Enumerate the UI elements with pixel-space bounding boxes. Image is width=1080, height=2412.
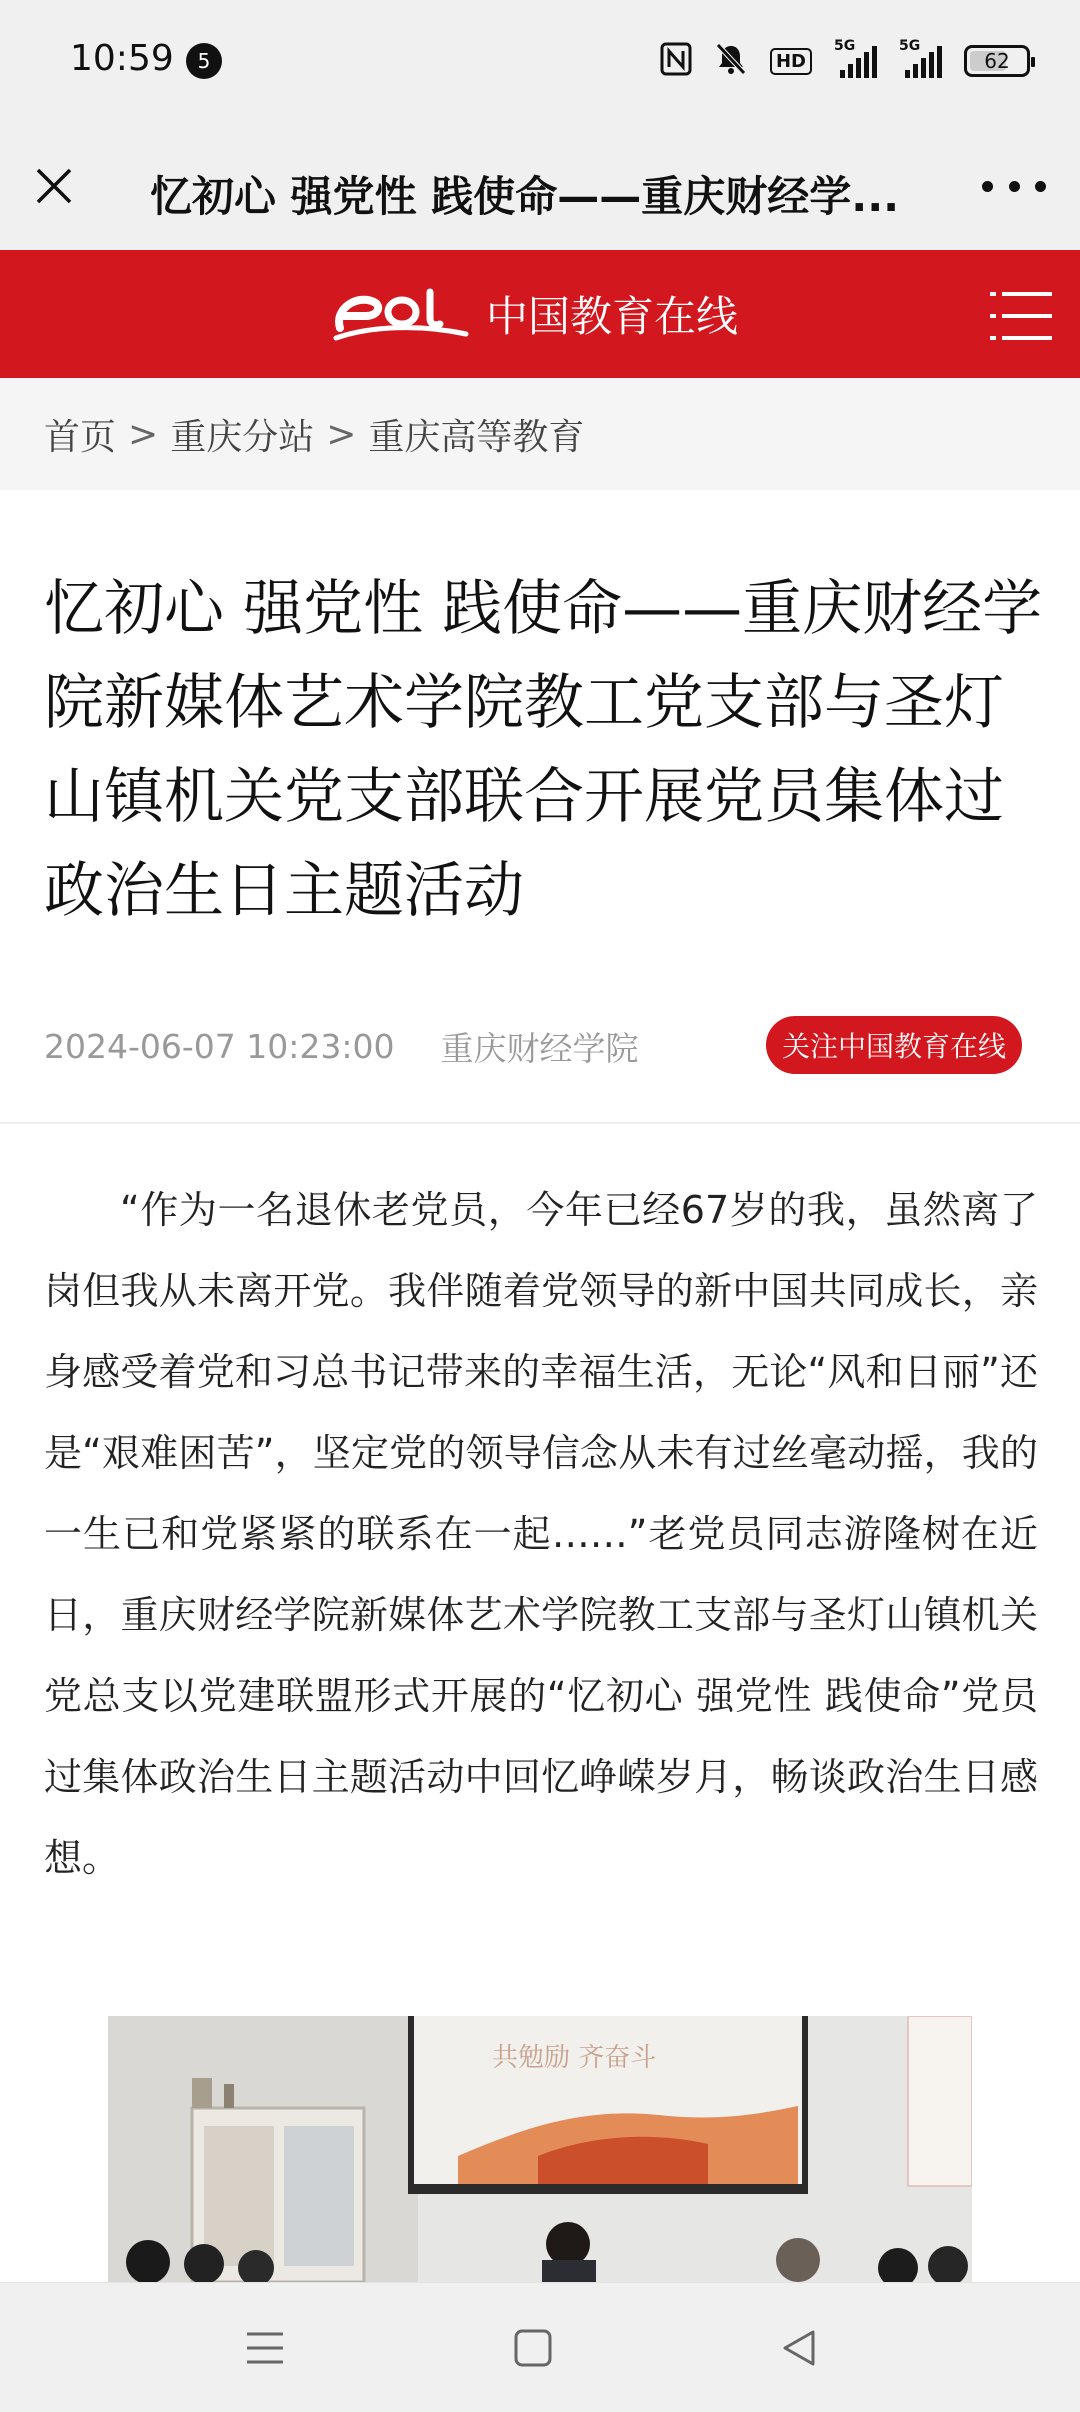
photo-screen-text: 共勉励 齐奋斗 [492, 2043, 657, 2073]
webview-title-bar [0, 124, 1080, 250]
article-photo [108, 2016, 972, 2282]
article-source: 重庆财经学院 [440, 1028, 639, 1068]
recents-button[interactable] [230, 2313, 300, 2383]
home-square-icon [513, 2328, 553, 2368]
breadcrumb-separator: > [128, 413, 159, 455]
signal-icon-sim2: 5G [899, 44, 942, 78]
more-options-button[interactable] [982, 164, 1046, 208]
follow-button[interactable]: 关注中国教育在线 [766, 1016, 1022, 1074]
page-title: 忆初心 强党性 践使命——重庆财经学... [150, 172, 900, 221]
menu-icon [990, 292, 1052, 296]
article-paragraph: “作为一名退休老党员，今年已经67岁的我，虽然离了岗但我从未离开党。我伴随着党领导的新中国共同成长，亲身感受着党和习总书记带来的幸福生活，无论“风和日丽”还是“艰难困苦”，坚定党的领导信念从未有过丝毫动摇，我的一生已和党紧紧的联系在一起……”老党员同志游隆树在近日，重庆财经学院新媒体艺术学院教工支部与圣灯山镇机关党总支以党建联盟形式开展的“忆初心 强党性 践使命”党员过集体政治生日主题活动中回忆峥嵘岁月，畅谈政治生日感想。 [44, 1188, 1038, 1880]
mute-bell-icon [714, 42, 748, 80]
site-logo[interactable] [330, 278, 738, 350]
breadcrumb-separator: > [326, 413, 357, 455]
site-menu-button[interactable] [990, 292, 1052, 340]
home-button[interactable] [498, 2313, 568, 2383]
status-time: 10:59 [70, 38, 174, 79]
menu-lines-icon [245, 2330, 285, 2366]
breadcrumb-chongqing[interactable]: 重庆分站 [170, 416, 315, 458]
notification-badge: 5 [186, 43, 222, 79]
close-button[interactable] [28, 160, 80, 212]
back-button[interactable] [764, 2313, 834, 2383]
site-name: 中国教育在线 [486, 292, 739, 341]
close-icon [34, 166, 74, 206]
breadcrumb-higher-education[interactable]: 重庆高等教育 [368, 416, 585, 458]
status-bar [0, 0, 1080, 124]
more-dots-icon [982, 181, 993, 192]
eol-logo-icon [330, 278, 470, 350]
back-triangle-icon [779, 2328, 819, 2368]
site-header [0, 250, 1080, 378]
signal-icon-sim1: 5G [834, 44, 877, 78]
battery-icon [964, 45, 1030, 77]
article-date: 2024-06-07 10:23:00 [44, 1026, 395, 1066]
article-headline: 忆初心 强党性 践使命——重庆财经学院新媒体艺术学院教工党支部与圣灯山镇机关党支部联合开展党员集体过政治生日主题活动 [44, 574, 1043, 926]
hd-voice-icon: HD [770, 48, 812, 75]
divider [0, 1122, 1080, 1124]
nfc-icon [660, 42, 692, 80]
breadcrumb [0, 378, 1080, 490]
system-nav-bar [0, 2282, 1080, 2412]
battery-level: 62 [984, 49, 1010, 73]
status-icons [660, 38, 1030, 84]
breadcrumb-home[interactable]: 首页 [44, 416, 117, 458]
